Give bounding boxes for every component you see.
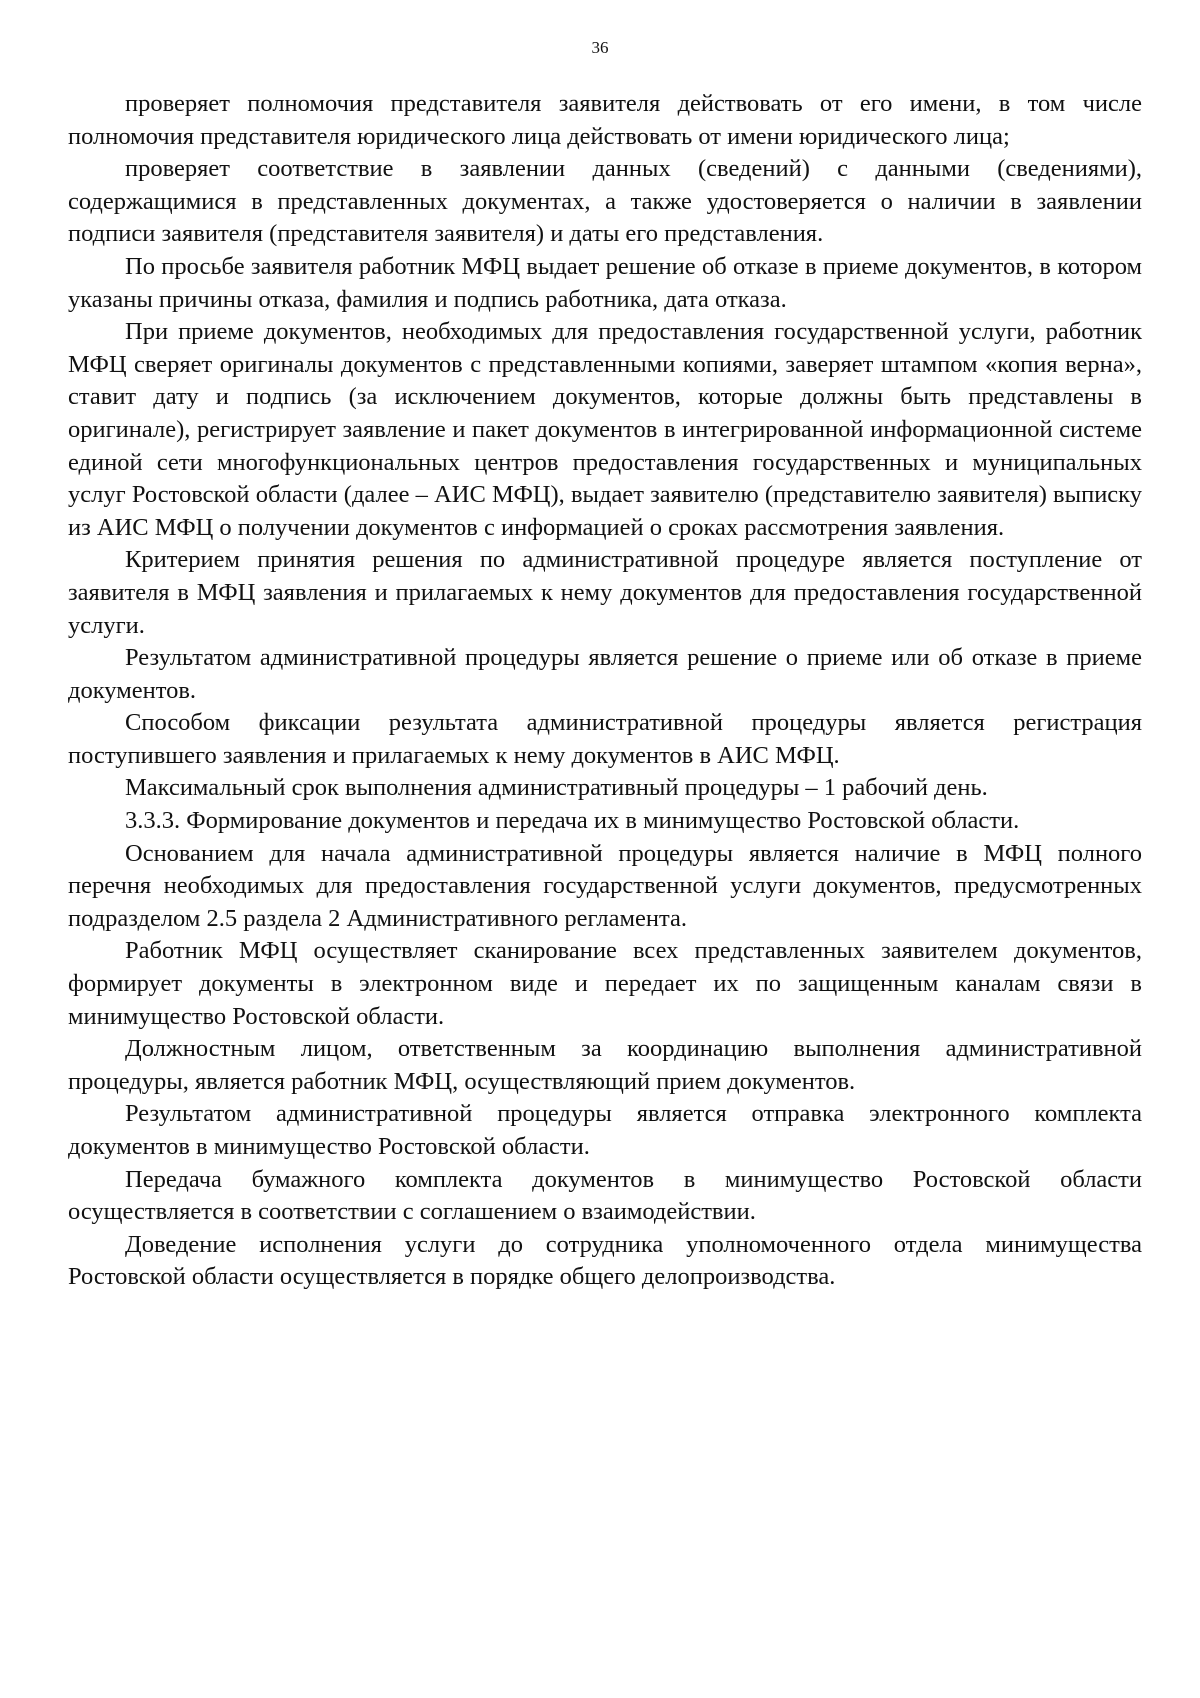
paragraph: Должностным лицом, ответственным за координацию выполнения административной процедуры, является работник МФЦ, осуществляющий прием документов. bbox=[68, 1035, 1142, 1095]
section-heading: 3.3.3. Формирование документов и передача их в минимущество Ростовской области. bbox=[125, 807, 1020, 835]
page-number: 36 bbox=[591, 38, 609, 57]
paragraph: Максимальный срок выполнения административный процедуры – 1 рабочий день. bbox=[125, 774, 988, 802]
paragraph: При приеме документов, необходимых для предоставления государственной услуги, работник МФЦ сверяет оригиналы документов с представленными копиями, заверяет штампом «копия верна», ставит дату и подпись (за исключением документов, которые должны быть представлены в оригинале), регистрирует заявление и пакет документов в интегрированной информационной системе единой сети многофункциональных центров предоставления государственных и муниципальных услуг Ростовской области (далее – АИС МФЦ), выдает заявителю (представителю заявителя) выписку из АИС МФЦ о получении документов с информацией о сроках рассмотрения заявления. bbox=[68, 318, 1142, 541]
paragraph: проверяет соответствие в заявлении данных (сведений) с данными (сведениями), содержащимися в представленных документах, а также удостоверяется о наличии в заявлении подписи заявителя (представителя заявителя) и даты его представления. bbox=[68, 155, 1142, 248]
paragraph: Критерием принятия решения по административной процедуре является поступление от заявителя в МФЦ заявления и прилагаемых к нему документов для предоставления государственной услуги. bbox=[68, 546, 1142, 639]
paragraph: Передача бумажного комплекта документов в минимущество Ростовской области осуществляется в соответствии с соглашением о взаимодействии. bbox=[68, 1165, 1142, 1226]
paragraph: Результатом административной процедуры является отправка электронного комплекта документов в минимущество Ростовской области. bbox=[68, 1100, 1142, 1160]
document-body bbox=[68, 88, 1142, 1294]
paragraph: Доведение исполнения услуги до сотрудника уполномоченного отдела минимущества Ростовской области осуществляется в порядке общего делопроизводства. bbox=[68, 1230, 1142, 1291]
paragraph: Основанием для начала административной процедуры является наличие в МФЦ полного перечня необходимых для предоставления государственной услуги документов, предусмотренных подразделом 2.5 раздела 2 Административного регламента. bbox=[68, 839, 1142, 932]
paragraph: проверяет полномочия представителя заявителя действовать от его имени, в том числе полномочия представителя юридического лица действовать от имени юридического лица; bbox=[68, 90, 1142, 150]
paragraph: Результатом административной процедуры является решение о приеме или об отказе в приеме документов. bbox=[68, 644, 1142, 704]
paragraph: По просьбе заявителя работник МФЦ выдает решение об отказе в приеме документов, в котором указаны причины отказа, фамилия и подпись работника, дата отказа. bbox=[68, 252, 1142, 313]
paragraph: Способом фиксации результата административной процедуры является регистрация поступившего заявления и прилагаемых к нему документов в АИС МФЦ. bbox=[68, 709, 1142, 769]
paragraph: Работник МФЦ осуществляет сканирование всех представленных заявителем документов, формирует документы в электронном виде и передает их по защищенным каналам связи в минимущество Ростовской области. bbox=[68, 937, 1142, 1030]
